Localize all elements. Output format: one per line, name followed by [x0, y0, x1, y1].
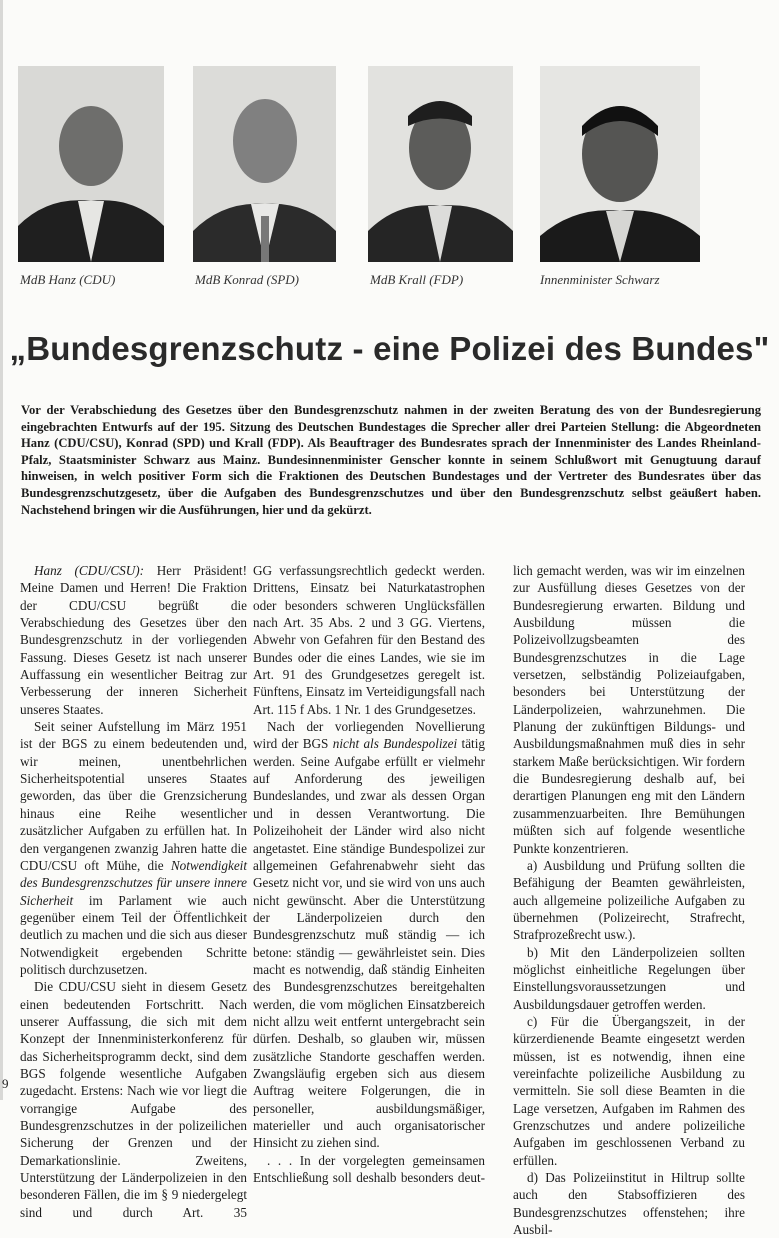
paragraph — [253, 562, 485, 718]
paragraph-text: b) Mit den Länderpolizeien sollten möglichst einheitliche Regelungen über Einstellungsvoraussetzungen und Ausbildungsdauer getroffen werden. — [513, 944, 745, 1012]
portrait-photo-krall — [368, 66, 513, 262]
portrait-photo-schwarz — [540, 66, 700, 262]
photo-caption: MdB Krall (FDP) — [370, 272, 464, 287]
paragraph — [253, 1152, 485, 1187]
paragraph — [253, 718, 485, 1152]
scan-edge — [0, 0, 3, 1100]
paragraph — [20, 718, 247, 978]
paragraph-text: GG verfassungsrechtlich gedeckt werden. Drittens, Einsatz bei Naturkatastrophen oder besonders schweren Unglücksfällen nach Art. 35 Abs. 2 und 3 GG. Viertens, Abwehr von Gefahren für den Bestand des Bundes oder die eines Landes, wie sie im Art. 91 des Grundgesetzes geregelt ist. Fünftens, Einsatz im Verteidigungsfall nach Art. 115 f Abs. 1 Nr. 1 des Grundgesetzes. — [253, 563, 485, 717]
paragraph-text: . . . In der vorgelegten gemeinsamen Entschließung soll deshalb besonders deut- — [253, 1152, 485, 1186]
text-column-2 — [253, 562, 485, 1186]
article-title: „Bundesgrenzschutz - eine Polizei des Bundes" — [9, 330, 770, 367]
emphasized-text: nicht als Bundespolizei — [332, 736, 458, 752]
paragraph-text: Seit seiner Aufstellung im März 1951 ist der BGS zu einem bedeutenden und, wir meinen, unentbehrlichen Sicherheitspotential unseres Staates geworden, das über die Grenzsicherung hinaus eine Reihe wesentlicher zusätzlicher Aufgaben zu erfüllen hat. In den vergangenen zwanzig Jahren hatte die CDU/CSU oft Mühe, die — [20, 719, 247, 873]
portrait-photo-konrad — [193, 66, 336, 262]
text-column-1 — [20, 562, 247, 1221]
photo-caption: Innenminister Schwarz — [540, 272, 660, 287]
paragraph-text: Nach der vorliegenden Novellierung wird der BGS — [253, 719, 485, 752]
paragraph — [513, 1013, 745, 1169]
emphasized-text: Notwendigkeit des Bundesgrenzschutzes für unsere innere Sicherheit — [20, 857, 247, 908]
paragraph-text: d) Das Polizeiinstitut in Hiltrup sollte auch den Stabsoffizieren des Bundesgrenzschutzes offenstehen; ihre Ausbil- — [513, 1170, 745, 1238]
article-intro: Vor der Verabschiedung des Gesetzes über den Bundesgrenzschutz nahmen in der zweiten Beratung des von der Bundesregierung eingebrachten Entwurfs auf der 195. Sitzung des Deutschen Bundestages die Sprecher aller drei Parteien Stellung: die Abgeordneten Hanz (CDU/CSU), Konrad (SPD) und Krall (FDP). Als Beauftrager des Bundesrates sprach der Innenminister des Landes Rheinland-Pfalz, Staatsminister Schwarz aus Mainz. Bundesinnenminister Genscher konnte in seinem Schlußwort mit Genugtuung darauf hinweisen, in welch positiver Form sich die Fraktionen des Deutschen Bundestages und der Vertreter des Bundesrates über das Bundesgrenzschutzgesetz, über die Aufgaben des Bundesgrenzschutzes und über den Bundesgrenzschutz selbst geäußert haben. Nachstehend bringen wir die Ausführungen, hier und da gekürzt. — [21, 403, 761, 517]
paragraph-text: Die CDU/CSU sieht in diesem Gesetz einen bedeutenden Fortschritt. Nach unserer Auffassung, die sich mit dem Konzept der Innenministerkonferenz für das Sicherheitsprogramm deckt, sind dem BGS folgende wesentliche Aufgaben zugedacht. Erstens: Nach wie vor liegt die vorrangige Aufgabe des Bundesgrenzschutzes in der polizeilichen Sicherung der Grenzen und der Demarkationslinie. Zweitens, Unterstützung der Länderpolizeien in den besonderen Fällen, die im § 9 niedergelegt sind und durch Art. 35 — [20, 979, 247, 1220]
paragraph-text: a) Ausbildung und Prüfung sollten die Befähigung der Beamten gewährleisten, auch allgemeine polizeiliche Aufgaben zu übernehmen (Polizeirecht, Strafrecht, Strafprozeßrecht usw.). — [513, 857, 745, 943]
paragraph-text: tätig werden. Seine Aufgabe erfüllt er vielmehr auf Anforderung des jeweiligen Bundeslandes, und zwar als dessen Organ und in dessen Verantwortung. Die Polizeihoheit der Länder wird also nicht angetastet. Eine ständige Bundespolizei zur allgemeinen Gefahrenabwehr sieht das Gesetz nicht vor, und sie wird von uns auch nicht gewünscht. Aber die Unterstützung der Länderpolizeien durch den Bundesgrenzschutz muß ständig — ich betone: ständig — gewährleistet sein. Dies macht es notwendig, daß ständig Einheiten des Bundesgrenzschutzes bereitgehalten werden, die vom möglichen Einsatzbereich nicht allzu weit entfernt untergebracht sein dürfen. Deshalb, so glauben wir, müssen zusätzliche Standorte geschaffen werden. Zwangsläufig ergeben sich aus diesem Auftrag weitere Folgerungen, die in personeller, ausbildungsmäßiger, materieller und auch organisatorischer Hinsicht zu ziehen sind. — [253, 736, 485, 1151]
paragraph — [20, 562, 247, 718]
paragraph — [513, 1169, 745, 1238]
page-number: 9 — [2, 1076, 9, 1091]
text-column-3 — [513, 562, 745, 1238]
paragraph-text: im Parlament wie auch gegenüber einem Teil der Öffentlichkeit deutlich zu machen und die sich aus dieser Notwendigkeit ergebenden Schritte politisch durchzusetzen. — [20, 892, 247, 977]
paragraph — [513, 857, 745, 944]
paragraph-text: c) Für die Übergangszeit, in der kürzerdienende Beamte eingesetzt werden müssen, ist es notwendig, ihnen eine vereinfachte polizeiliche Ausbildung zu vermitteln. Sie soll diese Beamten in die Lage versetzen, Aufgaben im Rahmen des Grenzschutzes und andere polizeiliche Aufgaben im geschlossenen Verband zu erfüllen. — [513, 1013, 745, 1168]
paragraph-text: lich gemacht werden, was wir im einzelnen zur Ausfüllung dieses Gesetzes von der Bundesregierung erwarten. Bildung und Ausbildung müssen die Polizeivollzugsbeamten des Bundesgrenzschutzes in die Lage versetzen, selbständig Polizeiaufgaben, besonders bei Unterstützung der Länderpolizeien, wahrzunehmen. Die Planung der zukünftigen Bildungs- und Ausbildungsmaßnahmen muß dies in sehr starkem Maße berücksichtigen. Wir fordern die Bundesregierung deshalb auf, bei derartigen Planungen eng mit den Ländern zusammenzuarbeiten. Ihre Bemühungen müßten sich auf folgende wesentliche Punkte konzentrieren. — [513, 563, 745, 856]
portrait-photo-hanz — [18, 66, 164, 262]
photo-caption: MdB Konrad (SPD) — [195, 272, 299, 287]
paragraph — [513, 944, 745, 1013]
paragraph — [513, 562, 745, 857]
emphasized-text: Hanz (CDU/CSU): — [34, 563, 145, 578]
paragraph-text: Herr Präsident! Meine Damen und Herren! Die Fraktion der CDU/CSU begrüßt die Verabschiedung des Gesetzes über den Bundesgrenzschutz in der vorliegenden Fassung. Dieses Gesetz ist nach unserer Auffassung ein wesentlicher Beitrag zur Verbesserung der inneren Sicherheit unseres Staates. — [20, 563, 247, 717]
photo-caption: MdB Hanz (CDU) — [20, 272, 116, 287]
